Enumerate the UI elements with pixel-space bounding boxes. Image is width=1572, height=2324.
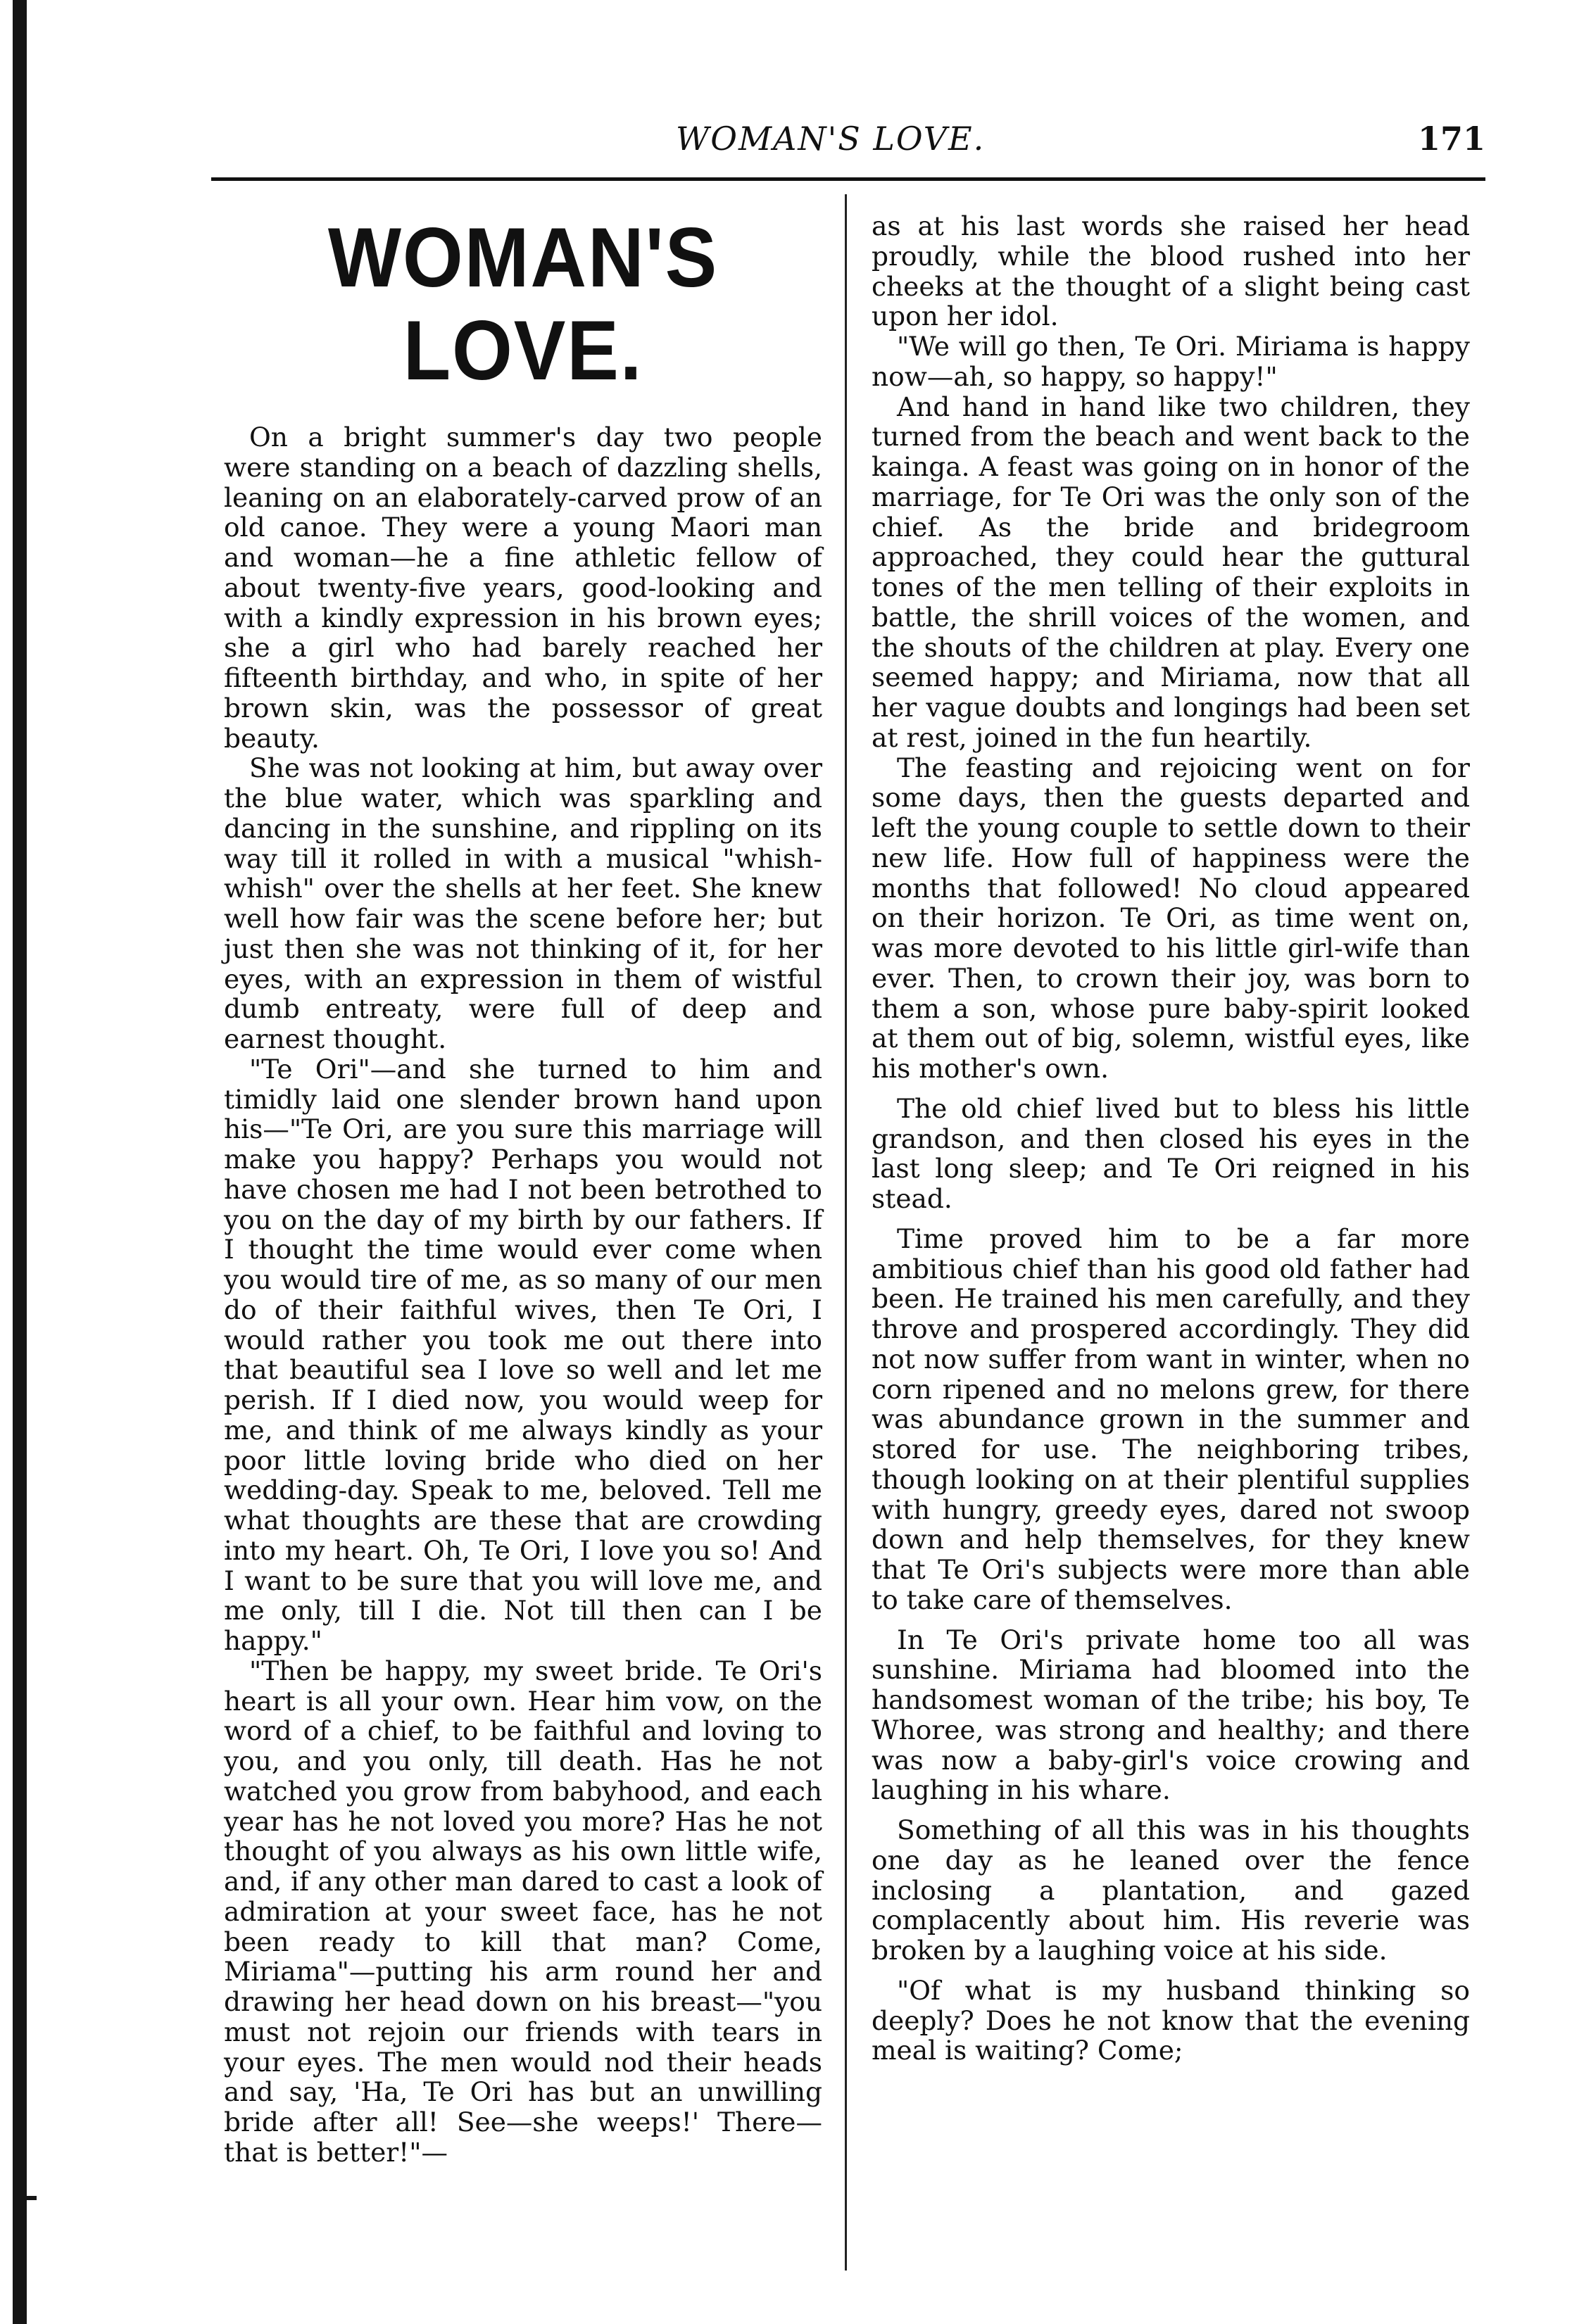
column-divider <box>845 194 847 2271</box>
paragraph: Something of all this was in his thoughts one day as he leaned over the fence inclosing a plantation, and gazed complacently about him. His reverie was broken by a laughing voice at his side. <box>872 1814 1470 1966</box>
paragraph: In Te Ori's private home too all was sunshine. Miriama had bloomed into the handsomest woman of the tribe; his boy, Te Whoree, was strong and healthy; and there was now a baby-girl's voice crowing and laughing in his whare. <box>872 1624 1470 1806</box>
paragraph: "We will go then, Te Ori. Miriama is happy now—ah, so happy, so happy!" <box>872 331 1470 392</box>
page-edge-mark <box>27 2196 37 2200</box>
paragraph: On a bright summer's day two people were standing on a beach of dazzling shells, leaning on an elaborately-carved prow of an old canoe. They were a young Maori man and woman—he a fine athletic fellow of about twenty-five years, good-looking and with a kindly expression in his brown eyes; she a girl who had barely reached her fifteenth birthday, and who, in spite of her brown skin, was the possessor of great beauty. <box>224 422 822 754</box>
article-title: WOMAN'S LOVE. <box>327 210 719 398</box>
header-rule <box>211 177 1485 181</box>
right-column <box>872 211 1470 2066</box>
paragraph: "Then be happy, my sweet bride. Te Ori's heart is all your own. Hear him vow, on the word of a chief, to be faithful and loving to you, and you only, till death. Has he not watched you grow from babyhood, and each year has he not loved you more? Has he not thought of you always as his own little wife, and, if any other man dared to cast a look of admiration at your sweet face, has he not been ready to kill that man? Come, Miriama"—putting his arm round her and drawing her head down on his breast—"you must not rejoin our friends with tears in your eyes. The men would nod their heads and say, 'Ha, Te Ori has but an unwilling bride after all! See—she weeps!' There—that is better!"— <box>224 1655 822 2168</box>
left-column <box>224 211 822 2168</box>
page-edge-shadow <box>13 0 27 2324</box>
page-number: 171 <box>1417 120 1485 158</box>
page-header <box>211 114 1485 170</box>
paragraph: The old chief lived but to bless his little grandson, and then closed his eyes in the last long sleep; and Te Ori reigned in his stead. <box>872 1092 1470 1214</box>
paragraph: The feasting and rejoicing went on for some days, then the guests departed and left the young couple to settle down to their new life. How full of happiness were the months that followed! No cloud appeared on their horizon. Te Ori, as time went on, was more devoted to his little girl-wife than ever. Then, to crown their joy, was born to them a son, whose pure baby-spirit looked at them out of big, solemn, wistful eyes, like his mother's own. <box>872 752 1470 1084</box>
paragraph-continued: as at his last words she raised her head proudly, while the blood rushed into her cheeks at the thought of a slight being cast upon her idol. <box>872 210 1470 332</box>
paragraph: Time proved him to be a far more ambitious chief than his good old father had been. He trained his men carefully, and they throve and prospered accordingly. They did not now suffer from want in winter, when no corn ripened and no melons grew, for there was abundance grown in the summer and stored for use. The neighboring tribes, though looking on at their plentiful supplies with hungry, greedy eyes, dared not swoop down and help themselves, for they knew that Te Ori's subjects were more than able to take care of themselves. <box>872 1223 1470 1615</box>
paragraph: She was not looking at him, but away over the blue water, which was sparkling and dancing in the sunshine, and rippling on its way till it rolled in with a musical "whish-whish" over the shells at her feet. She knew well how fair was the scene before her; but just then she was not thinking of it, for her eyes, with an expression in them of wistful dumb entreaty, were full of deep and earnest thought. <box>224 752 822 1054</box>
paragraph: "Of what is my husband thinking so deeply? Does he not know that the evening meal is waiting? Come; <box>872 1974 1470 2066</box>
running-head: WOMAN'S LOVE. <box>676 120 986 158</box>
paragraph: "Te Ori"—and she turned to him and timidly laid one slender brown hand upon his—"Te Ori, are you sure this marriage will make you happy? Perhaps you would not have chosen me had I not been betrothed to you on the day of my birth by our fathers. If I thought the time would ever come when you would tire of me, as so many of our men do of their faithful wives, then Te Ori, I would rather you took me out there into that beautiful sea I love so well and let me perish. If I died now, you would weep for me, and think of me always kindly as your poor little loving bride who died on her wedding-day. Speak to me, beloved. Tell me what thoughts are these that are crowding into my heart. Oh, Te Ori, I love you so! And I want to be sure that you will love me, and me only, till I die. Not till then can I be happy." <box>224 1053 822 1656</box>
paragraph: And hand in hand like two children, they turned from the beach and went back to the kainga. A feast was going on in honor of the marriage, for Te Ori was the only son of the chief. As the bride and bridegroom approached, they could hear the guttural tones of the men telling of their exploits in battle, the shrill voices of the women, and the shouts of the children at play. Every one seemed happy; and Miriama, now that all her vague doubts and longings had been set at rest, joined in the fun heartily. <box>872 391 1470 753</box>
